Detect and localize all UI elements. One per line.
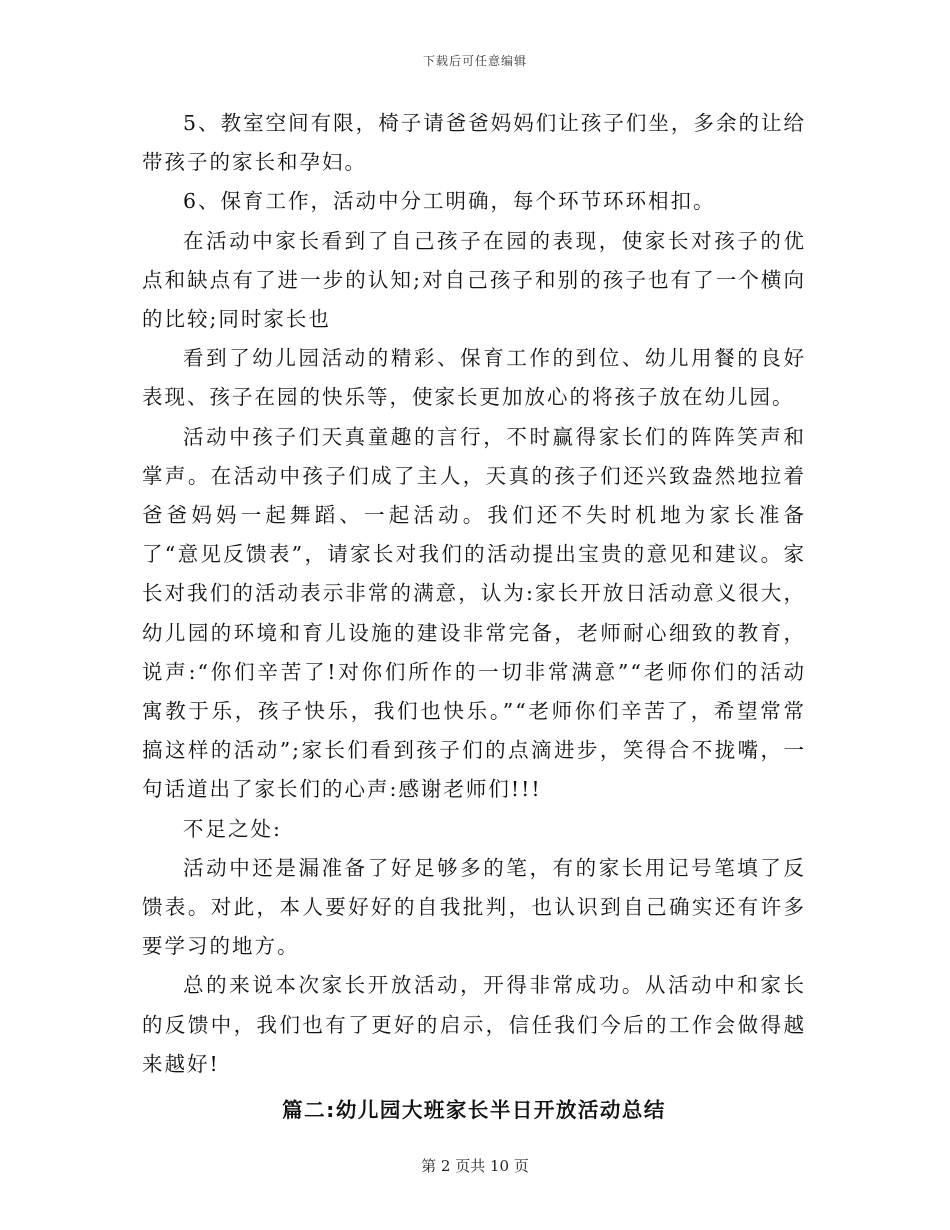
paragraph-parent-observation: 在活动中家长看到了自己孩子在园的表现，使家长对孩子的优点和缺点有了进一步的认知;对自己孩子和别的孩子也有了一个横向的比较;同时家长也 [142, 228, 806, 332]
paragraph-item-5: 5、教室空间有限，椅子请爸爸妈妈们让孩子们坐，多余的让给带孩子的家长和孕妇。 [142, 111, 806, 175]
paragraph-conclusion: 总的来说本次家长开放活动，开得非常成功。从活动中和家长的反馈中，我们也有了更好的启示，信任我们今后的工作会做得越来越好! [142, 973, 806, 1076]
page-header: 下载后可任意编辑 [422, 54, 527, 68]
paragraph-feedback: 活动中孩子们天真童趣的言行，不时赢得家长们的阵阵笑声和掌声。在活动中孩子们成了主人，天真的孩子们还兴致盎然地拉着爸爸妈妈一起舞蹈、一起活动。我们还不失时机地为家长准备了“意见反馈表”，请家长对我们的活动提出宝贵的意见和建议。家长对我们的活动表示非常的满意，认为:家长开放日活动意义很大，幼儿园的环境和育儿设施的建设非常完备，老师耐心细致的教育，说声:“你们辛苦了!对你们所作的一切非常满意”“老师你们的活动寓教于乐，孩子快乐，我们也快乐。”“老师你们辛苦了，希望常常搞这样的活动”;家长们看到孩子们的点滴进步，笑得合不拢嘴，一句话道出了家长们的心声:感谢老师们!!! [142, 424, 806, 802]
document-body [142, 104, 806, 1130]
section-title: 篇二:幼儿园大班家长半日开放活动总结 [282, 1098, 666, 1123]
paragraph-shortcomings: 活动中还是漏准备了好足够多的笔，有的家长用记号笔填了反馈表。对此，本人要好好的自我批判，也认识到自己确实还有许多要学习的地方。 [142, 855, 806, 959]
page-number: 第 2 页共 10 页 [421, 1157, 529, 1175]
paragraph-shortcomings-heading: 不足之处: [183, 816, 282, 841]
paragraph-activity-highlights: 看到了幼儿园活动的精彩、保育工作的到位、幼儿用餐的良好表现、孩子在园的快乐等，使家长更加放心的将孩子放在幼儿园。 [142, 346, 806, 410]
paragraph-item-6: 6、保育工作，活动中分工明确，每个环节环环相扣。 [183, 189, 716, 214]
